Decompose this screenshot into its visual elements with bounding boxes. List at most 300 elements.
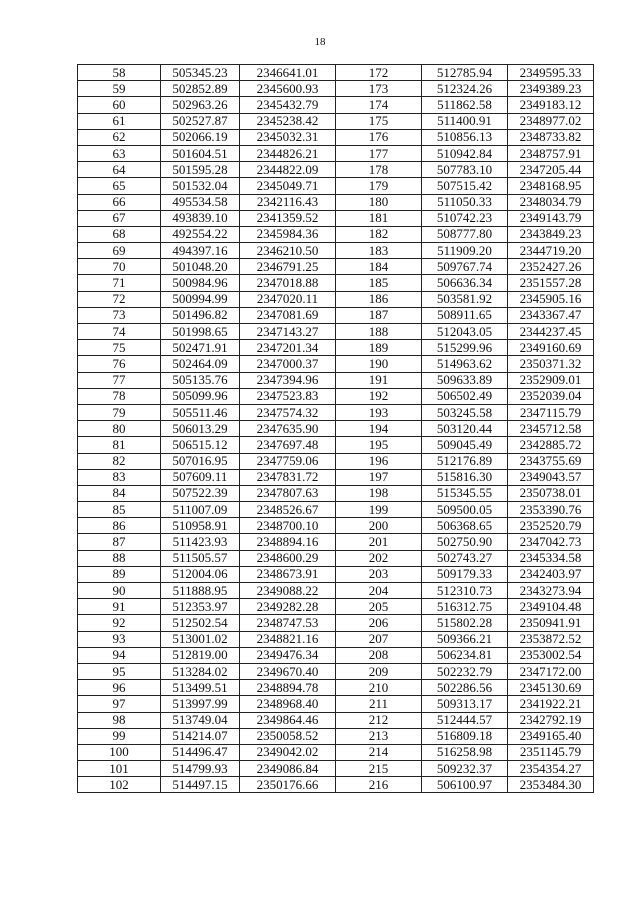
- y-coord-left: 2344826.21: [240, 145, 336, 161]
- x-coord-right: 511400.91: [422, 113, 508, 129]
- table-row: [78, 291, 594, 307]
- y-coord-right: 2349160.69: [508, 340, 594, 356]
- point-id-left: 69: [78, 243, 161, 259]
- point-id-right: 214: [336, 744, 422, 760]
- table-row: [78, 485, 594, 501]
- table-row: [78, 145, 594, 161]
- table-row: [78, 647, 594, 663]
- y-coord-left: 2349086.84: [240, 761, 336, 777]
- point-id-right: 193: [336, 404, 422, 420]
- x-coord-right: 512043.05: [422, 324, 508, 340]
- point-id-left: 66: [78, 194, 161, 210]
- table-row: [78, 259, 594, 275]
- y-coord-right: 2349143.79: [508, 210, 594, 226]
- y-coord-right: 2349043.57: [508, 469, 594, 485]
- x-coord-left: 502066.19: [161, 129, 240, 145]
- x-coord-right: 503581.92: [422, 291, 508, 307]
- point-id-left: 99: [78, 728, 161, 744]
- y-coord-left: 2349042.02: [240, 744, 336, 760]
- y-coord-left: 2346791.25: [240, 259, 336, 275]
- x-coord-left: 514799.93: [161, 761, 240, 777]
- y-coord-right: 2350371.32: [508, 356, 594, 372]
- y-coord-right: 2345130.69: [508, 680, 594, 696]
- x-coord-left: 506515.12: [161, 437, 240, 453]
- x-coord-left: 514497.15: [161, 777, 240, 793]
- table-row: [78, 275, 594, 291]
- x-coord-left: 512353.97: [161, 599, 240, 615]
- table-row: [78, 97, 594, 113]
- y-coord-left: 2350176.66: [240, 777, 336, 793]
- y-coord-left: 2345032.31: [240, 129, 336, 145]
- point-id-right: 188: [336, 324, 422, 340]
- point-id-left: 95: [78, 663, 161, 679]
- point-id-right: 180: [336, 194, 422, 210]
- y-coord-right: 2352427.26: [508, 259, 594, 275]
- point-id-left: 94: [78, 647, 161, 663]
- x-coord-left: 495534.58: [161, 194, 240, 210]
- table-row: [78, 194, 594, 210]
- table-row: [78, 599, 594, 615]
- y-coord-right: 2353002.54: [508, 647, 594, 663]
- table-row: [78, 178, 594, 194]
- y-coord-left: 2348894.16: [240, 534, 336, 550]
- x-coord-left: 511505.57: [161, 550, 240, 566]
- x-coord-right: 512785.94: [422, 65, 508, 81]
- y-coord-right: 2353872.52: [508, 631, 594, 647]
- x-coord-right: 510942.84: [422, 145, 508, 161]
- table-row: [78, 566, 594, 582]
- y-coord-left: 2347759.06: [240, 453, 336, 469]
- y-coord-left: 2347201.34: [240, 340, 336, 356]
- y-coord-right: 2345334.58: [508, 550, 594, 566]
- y-coord-left: 2347143.27: [240, 324, 336, 340]
- point-id-left: 58: [78, 65, 161, 81]
- y-coord-left: 2348894.78: [240, 680, 336, 696]
- point-id-left: 79: [78, 404, 161, 420]
- y-coord-left: 2347807.63: [240, 485, 336, 501]
- y-coord-left: 2341359.52: [240, 210, 336, 226]
- point-id-left: 76: [78, 356, 161, 372]
- y-coord-right: 2343367.47: [508, 307, 594, 323]
- point-id-left: 91: [78, 599, 161, 615]
- point-id-right: 212: [336, 712, 422, 728]
- y-coord-left: 2348526.67: [240, 502, 336, 518]
- x-coord-right: 506234.81: [422, 647, 508, 663]
- point-id-right: 185: [336, 275, 422, 291]
- x-coord-left: 502471.91: [161, 340, 240, 356]
- x-coord-left: 513749.04: [161, 712, 240, 728]
- y-coord-left: 2345600.93: [240, 81, 336, 97]
- y-coord-right: 2352520.79: [508, 518, 594, 534]
- table-row: [78, 129, 594, 145]
- y-coord-right: 2348733.82: [508, 129, 594, 145]
- x-coord-left: 512004.06: [161, 566, 240, 582]
- y-coord-left: 2347574.32: [240, 404, 336, 420]
- point-id-left: 71: [78, 275, 161, 291]
- table-row: [78, 534, 594, 550]
- x-coord-left: 500984.96: [161, 275, 240, 291]
- y-coord-right: 2350738.01: [508, 485, 594, 501]
- x-coord-right: 510856.13: [422, 129, 508, 145]
- y-coord-left: 2345432.79: [240, 97, 336, 113]
- y-coord-left: 2350058.52: [240, 728, 336, 744]
- point-id-right: 182: [336, 226, 422, 242]
- x-coord-left: 513499.51: [161, 680, 240, 696]
- point-id-right: 202: [336, 550, 422, 566]
- point-id-left: 100: [78, 744, 161, 760]
- y-coord-right: 2348977.02: [508, 113, 594, 129]
- point-id-left: 65: [78, 178, 161, 194]
- table-row: [78, 404, 594, 420]
- x-coord-right: 502750.90: [422, 534, 508, 550]
- point-id-right: 184: [336, 259, 422, 275]
- point-id-right: 205: [336, 599, 422, 615]
- point-id-right: 210: [336, 680, 422, 696]
- point-id-right: 192: [336, 388, 422, 404]
- point-id-right: 186: [336, 291, 422, 307]
- x-coord-left: 505099.96: [161, 388, 240, 404]
- y-coord-right: 2353390.76: [508, 502, 594, 518]
- point-id-left: 80: [78, 421, 161, 437]
- table-row: [78, 210, 594, 226]
- point-id-right: 216: [336, 777, 422, 793]
- point-id-right: 178: [336, 162, 422, 178]
- x-coord-right: 509500.05: [422, 502, 508, 518]
- point-id-left: 75: [78, 340, 161, 356]
- y-coord-right: 2349389.23: [508, 81, 594, 97]
- point-id-right: 209: [336, 663, 422, 679]
- x-coord-right: 512324.26: [422, 81, 508, 97]
- y-coord-left: 2349476.34: [240, 647, 336, 663]
- point-id-left: 74: [78, 324, 161, 340]
- x-coord-right: 515345.55: [422, 485, 508, 501]
- x-coord-right: 509767.74: [422, 259, 508, 275]
- x-coord-right: 506100.97: [422, 777, 508, 793]
- table-row: [78, 744, 594, 760]
- x-coord-left: 493839.10: [161, 210, 240, 226]
- table-row: [78, 340, 594, 356]
- x-coord-right: 516258.98: [422, 744, 508, 760]
- y-coord-right: 2344719.20: [508, 243, 594, 259]
- x-coord-right: 511050.33: [422, 194, 508, 210]
- x-coord-right: 506368.65: [422, 518, 508, 534]
- point-id-right: 176: [336, 129, 422, 145]
- point-id-left: 73: [78, 307, 161, 323]
- y-coord-right: 2353484.30: [508, 777, 594, 793]
- point-id-left: 101: [78, 761, 161, 777]
- x-coord-left: 501604.51: [161, 145, 240, 161]
- table-row: [78, 81, 594, 97]
- x-coord-right: 512444.57: [422, 712, 508, 728]
- point-id-right: 173: [336, 81, 422, 97]
- x-coord-right: 508911.65: [422, 307, 508, 323]
- y-coord-left: 2347697.48: [240, 437, 336, 453]
- y-coord-right: 2351557.28: [508, 275, 594, 291]
- y-coord-left: 2349282.28: [240, 599, 336, 615]
- y-coord-right: 2347115.79: [508, 404, 594, 420]
- x-coord-right: 511862.58: [422, 97, 508, 113]
- y-coord-left: 2347523.83: [240, 388, 336, 404]
- table-row: [78, 761, 594, 777]
- table-row: [78, 65, 594, 81]
- point-id-left: 62: [78, 129, 161, 145]
- x-coord-right: 512176.89: [422, 453, 508, 469]
- x-coord-left: 502963.26: [161, 97, 240, 113]
- x-coord-left: 494397.16: [161, 243, 240, 259]
- table-row: [78, 113, 594, 129]
- y-coord-left: 2349088.22: [240, 583, 336, 599]
- table-row: [78, 356, 594, 372]
- point-id-right: 207: [336, 631, 422, 647]
- point-id-right: 208: [336, 647, 422, 663]
- y-coord-left: 2349670.40: [240, 663, 336, 679]
- x-coord-right: 502743.27: [422, 550, 508, 566]
- y-coord-left: 2347831.72: [240, 469, 336, 485]
- y-coord-right: 2349165.40: [508, 728, 594, 744]
- coordinate-table-body: [78, 65, 594, 793]
- point-id-right: 179: [336, 178, 422, 194]
- x-coord-left: 500994.99: [161, 291, 240, 307]
- table-row: [78, 453, 594, 469]
- table-row: [78, 372, 594, 388]
- y-coord-left: 2347018.88: [240, 275, 336, 291]
- point-id-right: 194: [336, 421, 422, 437]
- y-coord-left: 2345984.36: [240, 226, 336, 242]
- point-id-left: 81: [78, 437, 161, 453]
- x-coord-left: 507609.11: [161, 469, 240, 485]
- x-coord-left: 501048.20: [161, 259, 240, 275]
- point-id-right: 183: [336, 243, 422, 259]
- x-coord-left: 501998.65: [161, 324, 240, 340]
- point-id-left: 63: [78, 145, 161, 161]
- y-coord-left: 2342116.43: [240, 194, 336, 210]
- point-id-right: 177: [336, 145, 422, 161]
- y-coord-right: 2349104.48: [508, 599, 594, 615]
- x-coord-right: 509366.21: [422, 631, 508, 647]
- point-id-right: 204: [336, 583, 422, 599]
- point-id-right: 181: [336, 210, 422, 226]
- table-row: [78, 712, 594, 728]
- x-coord-left: 507016.95: [161, 453, 240, 469]
- table-row: [78, 663, 594, 679]
- y-coord-right: 2341922.21: [508, 696, 594, 712]
- y-coord-right: 2349183.12: [508, 97, 594, 113]
- point-id-left: 59: [78, 81, 161, 97]
- x-coord-right: 516809.18: [422, 728, 508, 744]
- y-coord-left: 2346210.50: [240, 243, 336, 259]
- point-id-right: 199: [336, 502, 422, 518]
- y-coord-right: 2349595.33: [508, 65, 594, 81]
- x-coord-right: 515802.28: [422, 615, 508, 631]
- point-id-right: 206: [336, 615, 422, 631]
- x-coord-left: 511007.09: [161, 502, 240, 518]
- point-id-left: 64: [78, 162, 161, 178]
- x-coord-left: 505511.46: [161, 404, 240, 420]
- point-id-left: 61: [78, 113, 161, 129]
- page-number: 18: [314, 36, 326, 48]
- x-coord-right: 502286.56: [422, 680, 508, 696]
- x-coord-left: 502852.89: [161, 81, 240, 97]
- y-coord-right: 2350941.91: [508, 615, 594, 631]
- table-row: [78, 696, 594, 712]
- point-id-left: 77: [78, 372, 161, 388]
- table-row: [78, 243, 594, 259]
- y-coord-right: 2347172.00: [508, 663, 594, 679]
- x-coord-right: 503120.44: [422, 421, 508, 437]
- y-coord-right: 2345905.16: [508, 291, 594, 307]
- x-coord-right: 509045.49: [422, 437, 508, 453]
- point-id-left: 98: [78, 712, 161, 728]
- table-row: [78, 518, 594, 534]
- x-coord-right: 515299.96: [422, 340, 508, 356]
- x-coord-left: 514496.47: [161, 744, 240, 760]
- table-row: [78, 307, 594, 323]
- y-coord-left: 2349864.46: [240, 712, 336, 728]
- x-coord-right: 507515.42: [422, 178, 508, 194]
- x-coord-left: 506013.29: [161, 421, 240, 437]
- y-coord-left: 2347394.96: [240, 372, 336, 388]
- x-coord-left: 501532.04: [161, 178, 240, 194]
- point-id-right: 195: [336, 437, 422, 453]
- point-id-left: 96: [78, 680, 161, 696]
- y-coord-right: 2342792.19: [508, 712, 594, 728]
- point-id-right: 198: [336, 485, 422, 501]
- x-coord-left: 501496.82: [161, 307, 240, 323]
- y-coord-right: 2344237.45: [508, 324, 594, 340]
- y-coord-right: 2348168.95: [508, 178, 594, 194]
- point-id-left: 67: [78, 210, 161, 226]
- y-coord-right: 2342403.97: [508, 566, 594, 582]
- point-id-right: 191: [336, 372, 422, 388]
- y-coord-right: 2348757.91: [508, 145, 594, 161]
- x-coord-left: 505345.23: [161, 65, 240, 81]
- table-row: [78, 388, 594, 404]
- x-coord-left: 513284.02: [161, 663, 240, 679]
- point-id-left: 102: [78, 777, 161, 793]
- x-coord-right: 515816.30: [422, 469, 508, 485]
- point-id-right: 196: [336, 453, 422, 469]
- point-id-right: 172: [336, 65, 422, 81]
- point-id-left: 86: [78, 518, 161, 534]
- table-row: [78, 583, 594, 599]
- table-row: [78, 226, 594, 242]
- y-coord-right: 2352039.04: [508, 388, 594, 404]
- y-coord-right: 2347042.73: [508, 534, 594, 550]
- x-coord-left: 512502.54: [161, 615, 240, 631]
- x-coord-left: 511888.95: [161, 583, 240, 599]
- y-coord-left: 2347020.11: [240, 291, 336, 307]
- x-coord-right: 507783.10: [422, 162, 508, 178]
- point-id-right: 200: [336, 518, 422, 534]
- x-coord-right: 502232.79: [422, 663, 508, 679]
- x-coord-right: 509633.89: [422, 372, 508, 388]
- x-coord-left: 513001.02: [161, 631, 240, 647]
- table-row: [78, 469, 594, 485]
- y-coord-left: 2345238.42: [240, 113, 336, 129]
- point-id-right: 215: [336, 761, 422, 777]
- y-coord-left: 2347000.37: [240, 356, 336, 372]
- y-coord-right: 2343273.94: [508, 583, 594, 599]
- point-id-right: 203: [336, 566, 422, 582]
- point-id-left: 68: [78, 226, 161, 242]
- x-coord-right: 509313.17: [422, 696, 508, 712]
- point-id-left: 84: [78, 485, 161, 501]
- point-id-left: 88: [78, 550, 161, 566]
- point-id-right: 201: [336, 534, 422, 550]
- y-coord-left: 2345049.71: [240, 178, 336, 194]
- point-id-left: 92: [78, 615, 161, 631]
- point-id-left: 97: [78, 696, 161, 712]
- x-coord-left: 512819.00: [161, 647, 240, 663]
- x-coord-right: 511909.20: [422, 243, 508, 259]
- x-coord-right: 503245.58: [422, 404, 508, 420]
- point-id-right: 175: [336, 113, 422, 129]
- table-row: [78, 728, 594, 744]
- y-coord-left: 2348600.29: [240, 550, 336, 566]
- x-coord-left: 505135.76: [161, 372, 240, 388]
- x-coord-left: 492554.22: [161, 226, 240, 242]
- y-coord-right: 2351145.79: [508, 744, 594, 760]
- x-coord-right: 506502.49: [422, 388, 508, 404]
- x-coord-right: 509179.33: [422, 566, 508, 582]
- x-coord-right: 514963.62: [422, 356, 508, 372]
- x-coord-right: 509232.37: [422, 761, 508, 777]
- point-id-left: 78: [78, 388, 161, 404]
- x-coord-left: 507522.39: [161, 485, 240, 501]
- table-row: [78, 777, 594, 793]
- x-coord-right: 506636.34: [422, 275, 508, 291]
- y-coord-right: 2347205.44: [508, 162, 594, 178]
- x-coord-left: 514214.07: [161, 728, 240, 744]
- point-id-right: 197: [336, 469, 422, 485]
- table-row: [78, 631, 594, 647]
- x-coord-left: 510958.91: [161, 518, 240, 534]
- table-row: [78, 615, 594, 631]
- point-id-left: 90: [78, 583, 161, 599]
- table-row: [78, 680, 594, 696]
- point-id-left: 93: [78, 631, 161, 647]
- point-id-right: 213: [336, 728, 422, 744]
- y-coord-right: 2342885.72: [508, 437, 594, 453]
- point-id-right: 189: [336, 340, 422, 356]
- x-coord-left: 501595.28: [161, 162, 240, 178]
- point-id-left: 89: [78, 566, 161, 582]
- table-row: [78, 437, 594, 453]
- point-id-left: 70: [78, 259, 161, 275]
- y-coord-left: 2344822.09: [240, 162, 336, 178]
- table-row: [78, 502, 594, 518]
- y-coord-left: 2348673.91: [240, 566, 336, 582]
- y-coord-left: 2348968.40: [240, 696, 336, 712]
- point-id-right: 211: [336, 696, 422, 712]
- y-coord-left: 2348700.10: [240, 518, 336, 534]
- x-coord-left: 502464.09: [161, 356, 240, 372]
- x-coord-left: 502527.87: [161, 113, 240, 129]
- table-row: [78, 324, 594, 340]
- point-id-left: 85: [78, 502, 161, 518]
- y-coord-right: 2348034.79: [508, 194, 594, 210]
- x-coord-left: 513997.99: [161, 696, 240, 712]
- point-id-right: 174: [336, 97, 422, 113]
- y-coord-left: 2348821.16: [240, 631, 336, 647]
- y-coord-right: 2354354.27: [508, 761, 594, 777]
- x-coord-right: 512310.73: [422, 583, 508, 599]
- point-id-right: 190: [336, 356, 422, 372]
- coordinate-table: [77, 64, 594, 793]
- y-coord-right: 2343849.23: [508, 226, 594, 242]
- x-coord-right: 510742.23: [422, 210, 508, 226]
- point-id-left: 87: [78, 534, 161, 550]
